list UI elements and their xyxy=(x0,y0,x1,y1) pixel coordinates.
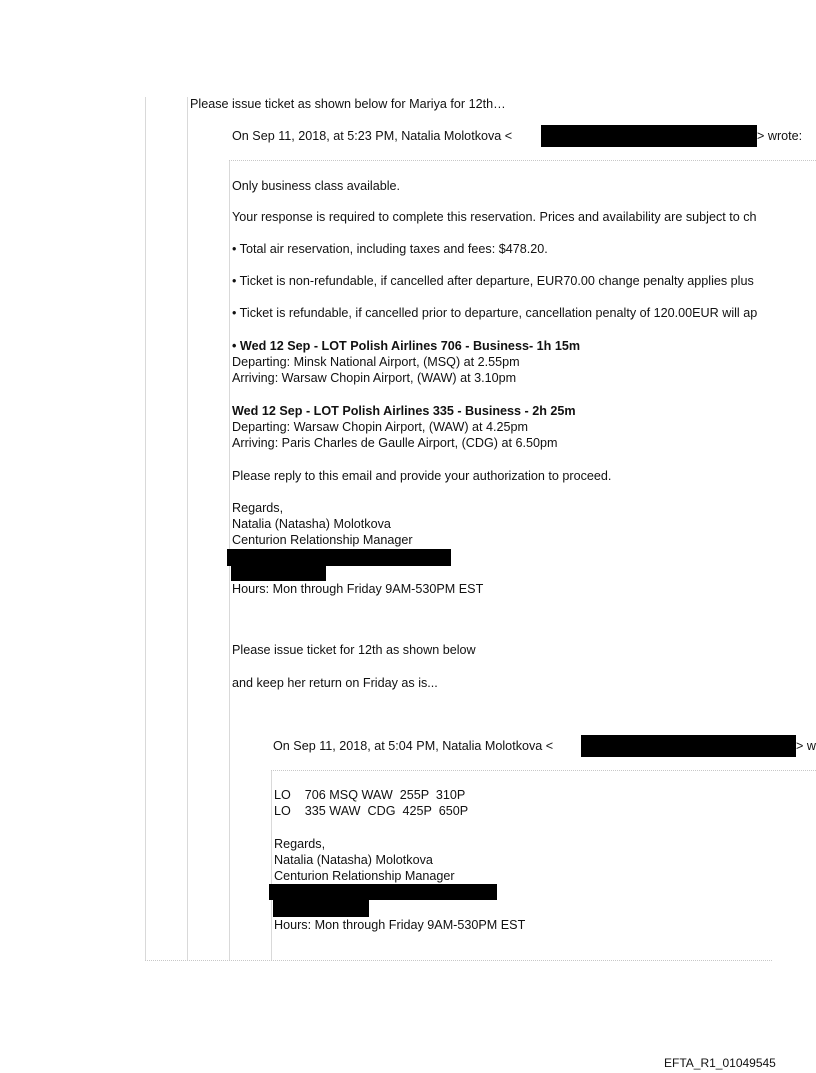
quote1-header-prefix: On Sep 11, 2018, at 5:23 PM, Natalia Molotkova < xyxy=(232,129,513,143)
redaction-email-address xyxy=(541,125,757,147)
keep-return-text: and keep her return on Friday as is... xyxy=(232,676,438,690)
signature1-hours: Hours: Mon through Friday 9AM-530PM EST xyxy=(232,582,484,596)
quote-border-level1 xyxy=(187,97,188,961)
only-business-text: Only business class available. xyxy=(232,179,400,193)
flight1-departing: Departing: Minsk National Airport, (MSQ) at 2.55pm xyxy=(232,355,520,369)
signature2-hours: Hours: Mon through Friday 9AM-530PM EST xyxy=(274,918,526,932)
quote-divider-2 xyxy=(271,770,816,771)
itinerary-line-1: LO 706 MSQ WAW 255P 310P xyxy=(274,788,466,802)
response-required-text: Your response is required to complete this reservation. Prices and availability are subject to ch xyxy=(232,210,757,224)
reply-request-text: Please reply to this email and provide your authorization to proceed. xyxy=(232,469,612,483)
signature1-regards: Regards, xyxy=(232,501,284,515)
redaction-signature1-line2 xyxy=(231,565,326,581)
flight2-departing: Departing: Warsaw Chopin Airport, (WAW) at 4.25pm xyxy=(232,420,529,434)
redaction-signature2-line2 xyxy=(273,899,369,917)
signature1-role: Centurion Relationship Manager xyxy=(232,533,413,547)
redaction-signature1-line1 xyxy=(227,549,451,566)
signature1-name: Natalia (Natasha) Molotkova xyxy=(232,517,391,531)
bullet-refundable: • Ticket is refundable, if cancelled prior to departure, cancellation penalty of 120.00EUR will ap xyxy=(232,306,758,320)
flight2-arriving: Arriving: Paris Charles de Gaulle Airport, (CDG) at 6.50pm xyxy=(232,436,558,450)
document-id: EFTA_R1_01049545 xyxy=(664,1056,776,1070)
quote1-header xyxy=(232,129,512,143)
quote-border-level3 xyxy=(271,770,272,960)
quote2-header-suffix: > w xyxy=(796,739,816,753)
flight1-title: • Wed 12 Sep - LOT Polish Airlines 706 - Business- 1h 15m xyxy=(232,339,581,353)
signature2-name: Natalia (Natasha) Molotkova xyxy=(274,853,433,867)
issue-ticket-text: Please issue ticket for 12th as shown below xyxy=(232,643,476,657)
quote2-header-prefix: On Sep 11, 2018, at 5:04 PM, Natalia Molotkova < xyxy=(273,739,554,753)
signature2-regards: Regards, xyxy=(274,837,326,851)
redaction-signature2-line1 xyxy=(269,884,497,900)
bullet-total: • Total air reservation, including taxes and fees: $478.20. xyxy=(232,242,548,256)
quote1-header-suffix: > wrote: xyxy=(757,129,803,143)
flight1-arriving: Arriving: Warsaw Chopin Airport, (WAW) at 3.10pm xyxy=(232,371,517,385)
itinerary-line-2: LO 335 WAW CDG 425P 650P xyxy=(274,804,469,818)
bottom-rule xyxy=(145,960,772,961)
bullet-nonrefundable: • Ticket is non-refundable, if cancelled after departure, EUR70.00 change penalty applies plus xyxy=(232,274,754,288)
quote-border-outer xyxy=(145,97,146,961)
redaction-email-address-2 xyxy=(581,735,796,757)
intro-line: Please issue ticket as shown below for Mariya for 12th… xyxy=(190,97,506,111)
signature2-role: Centurion Relationship Manager xyxy=(274,869,455,883)
quote-divider-1 xyxy=(229,160,816,161)
flight2-title: Wed 12 Sep - LOT Polish Airlines 335 - Business - 2h 25m xyxy=(232,404,576,418)
